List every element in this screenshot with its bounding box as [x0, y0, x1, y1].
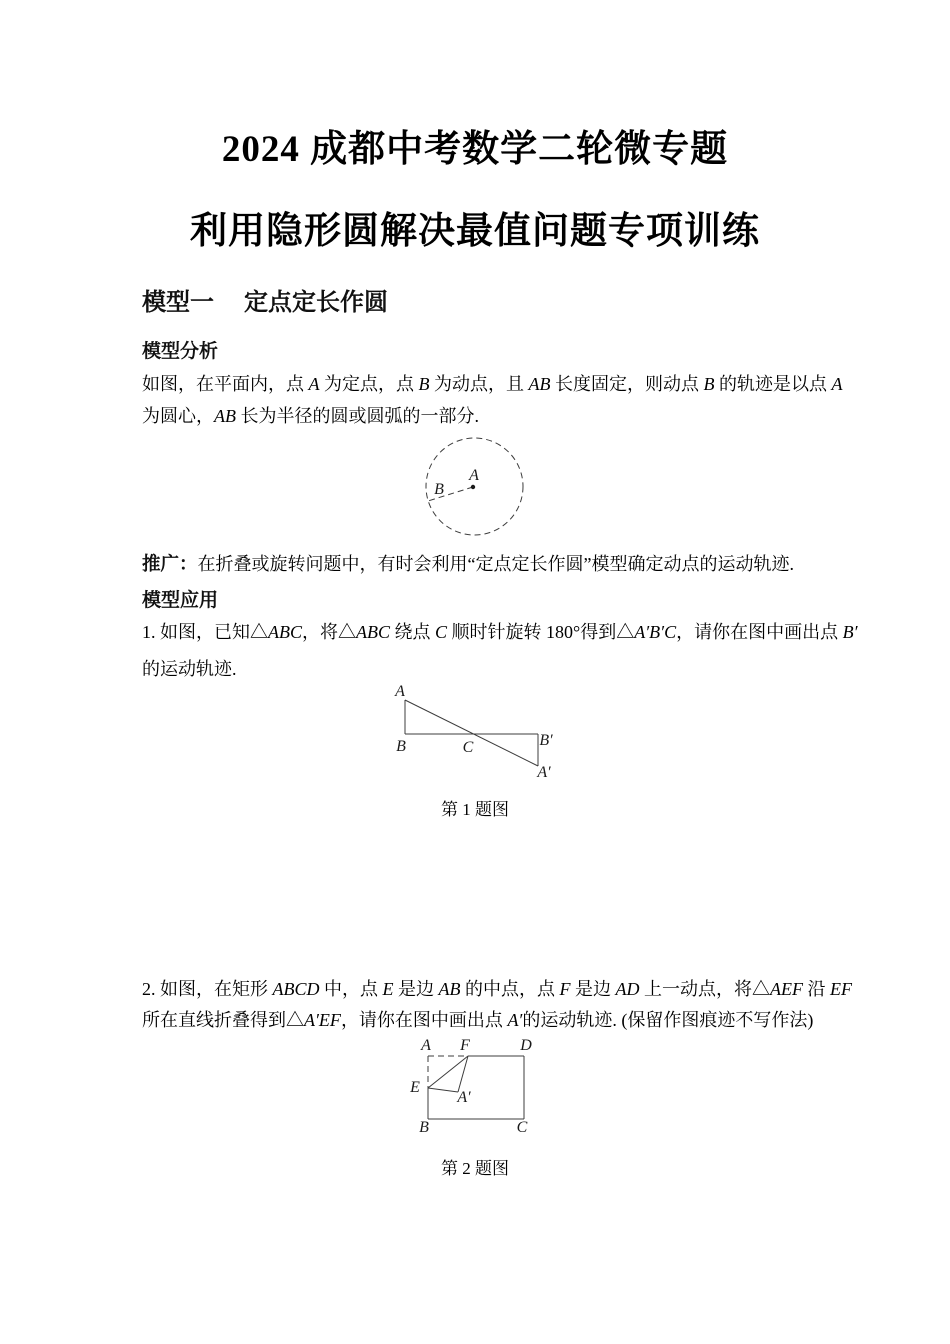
math-variable: ABC [356, 622, 390, 642]
point-label-b: B [419, 1119, 429, 1136]
text-segment: 中，点 [319, 979, 383, 999]
point-label-f: F [460, 1038, 470, 1054]
math-variable: A′EF [304, 1010, 341, 1030]
text-segment: 上一动点，将△ [639, 979, 770, 999]
point-label-b: B [434, 481, 444, 498]
math-variable: ABC [268, 622, 302, 642]
text-segment: 为动点，且 [429, 374, 529, 394]
point-label-a: A [395, 683, 405, 700]
math-variable: AB [528, 374, 551, 394]
text-segment: ，请你在图中画出点 [676, 622, 843, 642]
problem1-figure-caption: 第 1 题图 [441, 800, 509, 819]
extension-lead: 推广： [142, 553, 198, 574]
extension-line [142, 550, 822, 576]
point-label-a: A [421, 1038, 431, 1054]
problem1-text-line2 [142, 655, 822, 681]
document-title-line2: 利用隐形圆解决最值问题专项训练 [190, 211, 760, 252]
line-e-aprime [428, 1088, 458, 1092]
point-label-a-prime: A′ [457, 1089, 471, 1106]
math-variable: E [382, 979, 394, 999]
text-segment: 的运动轨迹. [142, 659, 237, 679]
math-variable: AEF [770, 979, 803, 999]
problem1-figure [385, 683, 565, 783]
model-section-number: 模型一 [142, 289, 214, 316]
point-label-c: C [516, 1119, 528, 1136]
math-variable: A [308, 374, 320, 394]
center-point-a [471, 485, 475, 489]
math-variable: F [559, 979, 571, 999]
text-segment: 长为半径的圆或圆弧的一部分. [236, 406, 479, 426]
point-label-c: C [462, 739, 474, 756]
extension-text [198, 554, 794, 574]
application-heading: 模型应用 [142, 590, 219, 611]
text-segment: ，将△ [302, 622, 356, 642]
text-segment: 在折叠或旋转问题中，有时会利用“定点定长作圆”模型确定动点的运动轨迹. [197, 554, 794, 574]
model-section-name: 定点定长作圆 [244, 289, 388, 316]
text-segment: 的运动轨迹. (保留作图痕迹不写作法) [522, 1010, 814, 1030]
circle-figure [416, 430, 534, 544]
point-label-e: E [410, 1079, 420, 1096]
text-segment: 为圆心， [142, 406, 214, 426]
analysis-line-1 [142, 370, 843, 396]
math-variable: A [831, 374, 843, 394]
problem2-figure [405, 1038, 545, 1138]
model-section-heading [142, 282, 388, 317]
math-variable: AB [438, 979, 461, 999]
text-segment: 顺时针旋转 180°得到△ [447, 622, 635, 642]
line-f-aprime [458, 1056, 468, 1092]
text-segment: 是边 [570, 979, 616, 999]
text-segment: 的中点，点 [460, 979, 560, 999]
math-variable: C [435, 622, 448, 642]
text-segment: 沿 [803, 979, 830, 999]
problem2-text-line2 [142, 1006, 822, 1032]
analysis-heading: 模型分析 [142, 341, 219, 362]
math-variable: B [418, 374, 430, 394]
math-variable: ABCD [272, 979, 320, 999]
text-segment: 所在直线折叠得到△ [142, 1010, 304, 1030]
math-variable: A′ [507, 1010, 523, 1030]
point-label-b-prime: B′ [539, 732, 553, 749]
line-aa-prime [405, 700, 538, 766]
math-variable: B′ [842, 622, 858, 642]
text-segment: 长度固定，则动点 [550, 374, 704, 394]
problem1-text-line1 [142, 618, 858, 644]
text-segment: 2. 如图，在矩形 [142, 979, 273, 999]
math-variable: EF [830, 979, 852, 999]
point-label-b: B [396, 738, 406, 755]
text-segment: 是边 [393, 979, 439, 999]
text-segment: 1. 如图，已知△ [142, 622, 268, 642]
text-segment: 为定点，点 [319, 374, 419, 394]
math-variable: AD [615, 979, 640, 999]
analysis-line-2 [142, 402, 822, 428]
math-variable: A′B′C [634, 622, 677, 642]
text-segment: 如图，在平面内，点 [142, 374, 309, 394]
fold-line-ef [428, 1056, 468, 1088]
problem2-figure-caption: 第 2 题图 [441, 1159, 509, 1178]
point-label-a: A [469, 467, 479, 484]
text-segment: ，请你在图中画出点 [340, 1010, 508, 1030]
point-label-d: D [520, 1038, 532, 1054]
document-title-line1: 2024 成都中考数学二轮微专题 [221, 129, 729, 170]
math-variable: AB [214, 406, 236, 426]
point-label-a-prime: A′ [537, 764, 551, 781]
text-segment: 的轨迹是以点 [714, 374, 832, 394]
math-variable: B [703, 374, 715, 394]
problem2-text-line1 [142, 975, 852, 1001]
text-segment: 绕点 [390, 622, 435, 642]
